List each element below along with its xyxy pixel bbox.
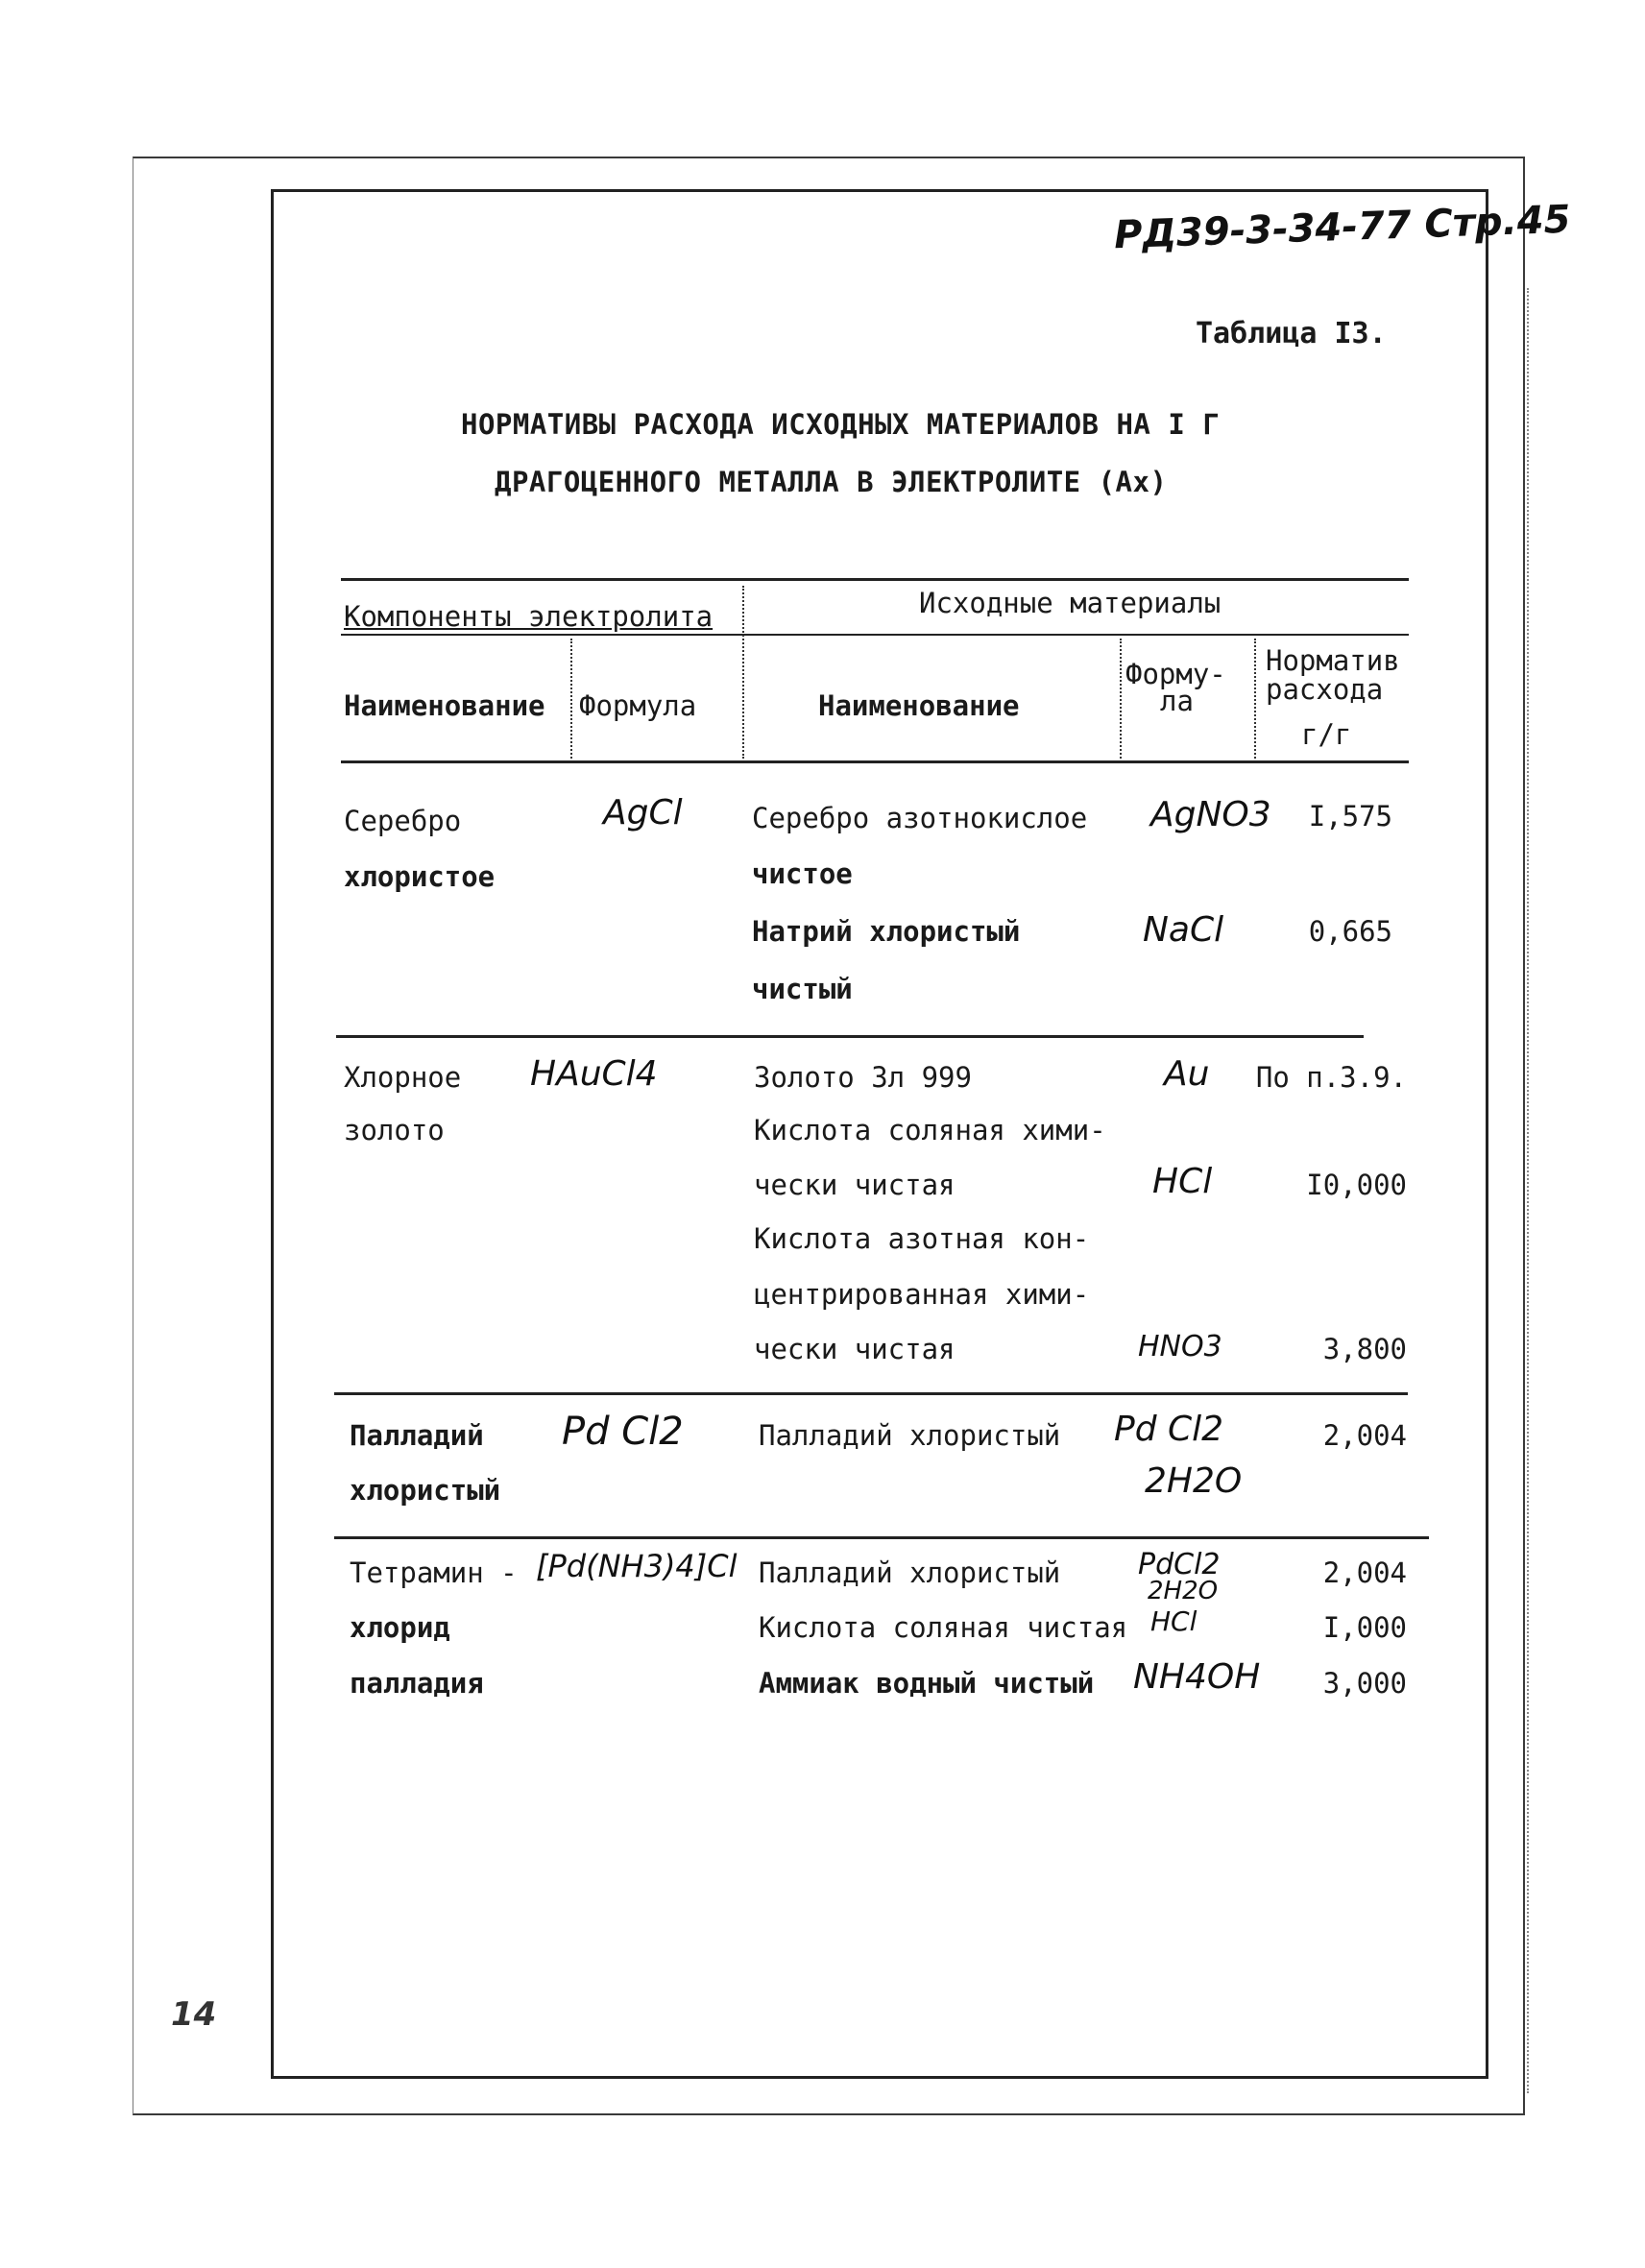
g4-row2-formula: HCl: [1150, 1605, 1197, 1637]
g2-row2-norm: I0,000: [1306, 1169, 1407, 1201]
header-norm-line-1: Норматив: [1266, 644, 1400, 677]
group4-name-line-2: хлорид: [350, 1611, 450, 1644]
group2-name-line-2: золото: [344, 1114, 445, 1146]
g4-row2-norm: I,000: [1322, 1611, 1407, 1644]
g3-row1-name: Палладий хлористый: [759, 1419, 1061, 1452]
g1-row1-name-line-2: чистое: [752, 857, 853, 890]
g2-row1-name: Золото Зл 999: [754, 1061, 972, 1094]
g4-row3-formula: NH4OH: [1133, 1657, 1261, 1697]
group2-name-line-1: Хлорное: [344, 1061, 462, 1094]
table-number: Таблица I3.: [1196, 317, 1387, 350]
g3-row1-norm: 2,004: [1322, 1419, 1407, 1452]
g1-row1-norm: I,575: [1308, 800, 1392, 832]
g4-row2-name: Кислота соляная чистая: [759, 1611, 1128, 1644]
g1-row1-formula: AgNO3: [1150, 795, 1271, 834]
g1-row2-norm: 0,665: [1308, 915, 1392, 948]
group-header-components: Компоненты электролита: [344, 600, 714, 633]
header-component-formula: Формула: [579, 689, 697, 722]
header-material-name: Наименование: [818, 689, 1020, 722]
header-norm-line-2: расхода: [1266, 673, 1384, 706]
group-header-materials: Исходные материалы: [919, 587, 1222, 619]
group1-name-line-2: хлористое: [344, 860, 496, 893]
table-title-line-2: ДРАГОЦЕННОГО МЕТАЛЛА В ЭЛЕКТРОЛИТЕ (Ах): [495, 466, 1168, 498]
header-top-rule: [341, 578, 1409, 581]
col-divider-1: [742, 586, 744, 759]
header-formula-line-2: ла: [1160, 685, 1194, 717]
g3-row1-formula-line-2: 2H2O: [1145, 1461, 1243, 1501]
group1-formula: AgCl: [603, 793, 683, 832]
document-code: РД39-3-34-77 Стр.45: [1113, 197, 1572, 258]
g4-row1-formula-line-2: 2H2O: [1148, 1577, 1219, 1605]
table-title-line-1: НОРМАТИВЫ РАСХОДА ИСХОДНЫХ МАТЕРИАЛОВ НА I Г: [461, 408, 1221, 441]
col-divider-3: [1120, 639, 1122, 759]
g1-row1-name-line-1: Серебро азотнокислое: [752, 802, 1088, 834]
group4-formula: [Pd(NH3)4]Cl: [536, 1548, 738, 1584]
g2-row3-norm: 3,800: [1322, 1333, 1407, 1365]
g4-row1-norm: 2,004: [1322, 1556, 1407, 1589]
header-norm-line-3: г/г: [1301, 718, 1352, 751]
g1-row2-name-line-1: Натрий хлористый: [752, 915, 1021, 948]
right-edge-dots: [1527, 288, 1529, 2093]
g2-row3-name-line-2: центрированная хими-: [754, 1278, 1090, 1311]
header-bottom-rule: [341, 760, 1409, 763]
group3-name-line-2: хлористый: [350, 1474, 501, 1507]
g2-row3-formula: HNO3: [1138, 1330, 1222, 1363]
g2-row2-name-line-1: Кислота соляная хими-: [754, 1114, 1106, 1146]
group1-separator: [336, 1035, 1364, 1038]
group3-separator: [334, 1536, 1429, 1539]
g2-row2-name-line-2: чески чистая: [754, 1169, 956, 1201]
g2-row3-name-line-3: чески чистая: [754, 1333, 956, 1365]
col-divider-4: [1254, 639, 1256, 759]
group1-name-line-1: Серебро: [344, 805, 462, 837]
g4-row1-formula-line-1: PdCl2: [1138, 1548, 1221, 1581]
group3-name-line-1: Палладий: [350, 1419, 484, 1452]
group4-name-line-1: Тетрамин -: [350, 1556, 518, 1589]
g1-row2-name-line-2: чистый: [752, 973, 853, 1005]
corner-handwritten-mark: 14: [171, 1995, 217, 2034]
header-component-name: Наименование: [344, 689, 545, 722]
g1-row2-formula: NaCl: [1143, 910, 1224, 950]
g4-row3-name: Аммиак водный чистый: [759, 1667, 1095, 1700]
group2-separator: [334, 1392, 1408, 1395]
col-divider-2: [570, 639, 572, 759]
group3-formula: Pd Cl2: [562, 1410, 684, 1454]
g2-row2-formula: HCl: [1152, 1162, 1213, 1201]
group2-formula: HAuCl4: [530, 1054, 658, 1094]
g2-row1-formula: Au: [1164, 1054, 1210, 1094]
g4-row1-name: Палладий хлористый: [759, 1556, 1061, 1589]
g4-row3-norm: 3,000: [1322, 1667, 1407, 1700]
header-formula-line-1: Форму-: [1125, 658, 1226, 690]
g2-row1-norm: По п.3.9.: [1255, 1061, 1407, 1094]
group4-name-line-3: палладия: [350, 1667, 484, 1700]
g2-row3-name-line-1: Кислота азотная кон-: [754, 1222, 1090, 1255]
g3-row1-formula-line-1: Pd Cl2: [1114, 1410, 1224, 1449]
